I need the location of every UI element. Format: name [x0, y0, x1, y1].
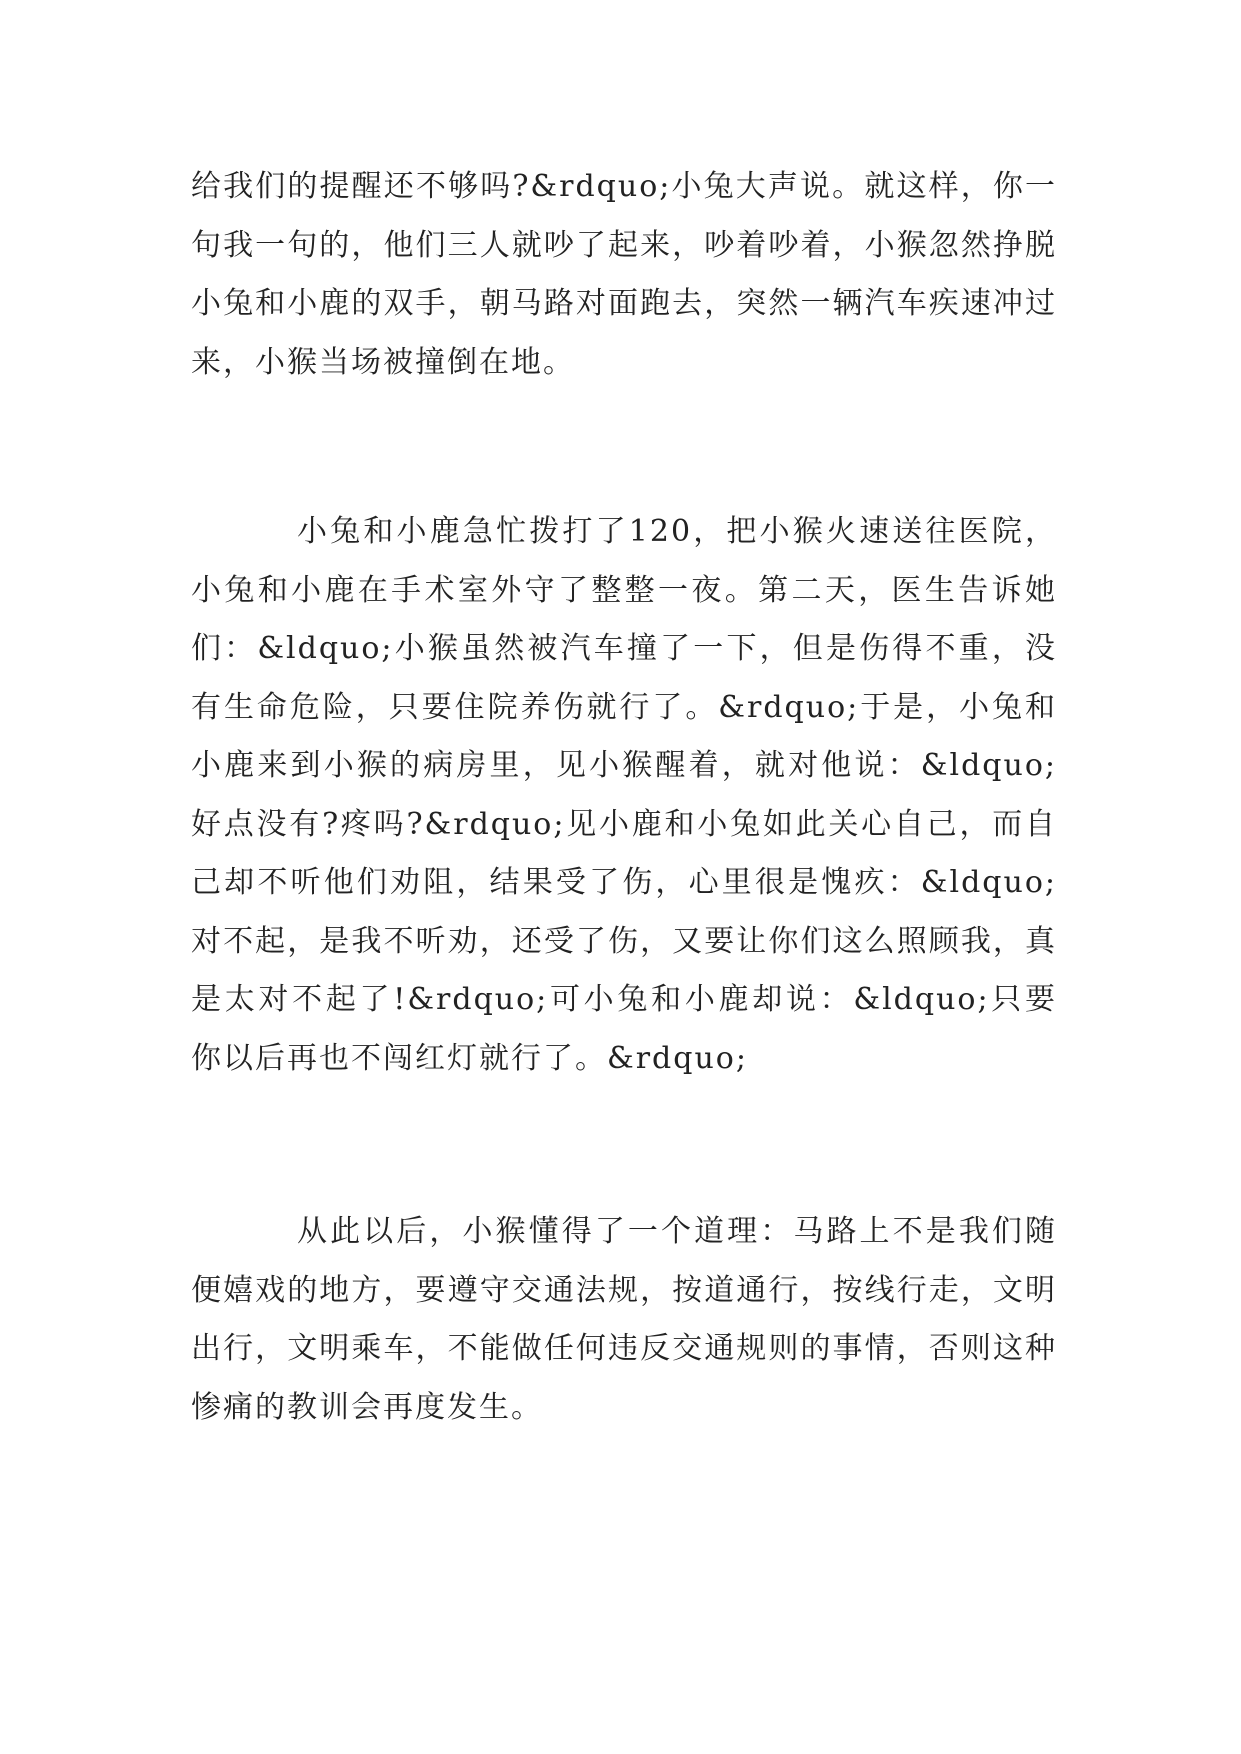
paragraph-1: 给我们的提醒还不够吗?&rdquo;小兔大声说。就这样，你一句我一句的，他们三人就吵了起来，吵着吵着，小猴忽然挣脱小兔和小鹿的双手，朝马路对面跑去，突然一辆汽车疾速冲过来，小猴当场被撞倒在地。: [191, 169, 1057, 380]
paragraph-3: 从此以后，小猴懂得了一个道理：马路上不是我们随便嬉戏的地方，要遵守交通法规，按道通行，按线行走，文明出行，文明乘车，不能做任何违反交通规则的事情，否则这种惨痛的教训会再度发生。: [191, 1214, 1057, 1425]
paragraph-2: 小兔和小鹿急忙拨打了120，把小猴火速送往医院，小兔和小鹿在手术室外守了整整一夜。第二天，医生告诉她们：&ldquo;小猴虽然被汽车撞了一下，但是伤得不重，没有生命危险，只要住院养伤就行了。&rdquo;于是，小兔和小鹿来到小猴的病房里，见小猴醒着，就对他说：&ldquo;好点没有?疼吗?&rdquo;见小鹿和小兔如此关心自己，而自己却不听他们劝阻，结果受了伤，心里很是愧疚：&ldquo;对不起，是我不听劝，还受了伤，又要让你们这么照顾我，真是太对不起了!&rdquo;可小兔和小鹿却说：&ldquo;只要你以后再也不闯红灯就行了。&rdquo;: [191, 514, 1057, 1076]
